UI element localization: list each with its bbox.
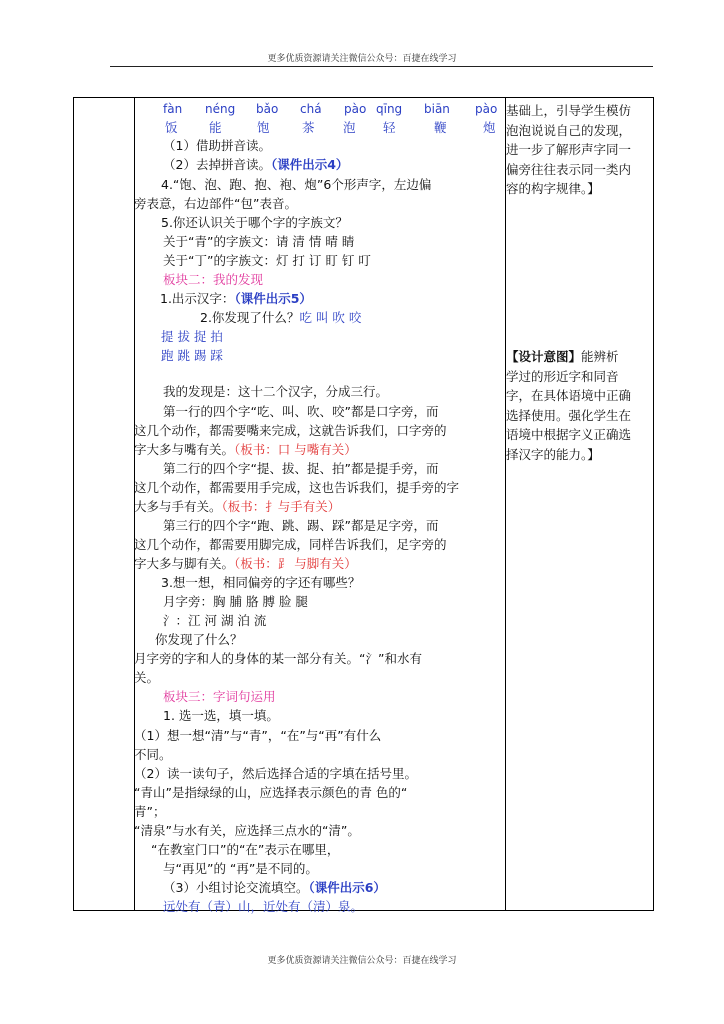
line-22	[134, 555, 357, 573]
intent-2-line-1-text: 能辨析	[581, 349, 619, 364]
pinyin-8: pào	[475, 102, 498, 116]
hanzi-4: 茶	[302, 120, 315, 135]
line-18: 这几个动作，都需要用手完成，这也告诉我们，提手旁的字	[134, 480, 460, 495]
hanzi-2: 能	[209, 120, 222, 135]
line-23: 3.想一想，相同偏旁的字还有哪些？	[161, 575, 361, 590]
courseware-note-4: （课件出示4）	[270, 157, 349, 172]
design-intent-label: 【设计意图】	[506, 349, 582, 364]
line-10-text: 2.你发现了什么？	[200, 310, 300, 325]
pinyin-6: qīng	[376, 102, 403, 116]
line-22-text: 字大多与脚有关。	[134, 556, 235, 571]
intent-1-line-3: 进一步了解形声字同一	[506, 142, 632, 157]
intent-1-line-1: 基础上，引导学生模仿	[506, 103, 632, 118]
intent-1-line-4: 偏旁往往表示同一类内	[506, 161, 632, 177]
pinyin-7: biān	[424, 102, 450, 116]
header-divider	[110, 66, 653, 67]
char-row-mouth: 吃 叫 吹 咬	[299, 310, 362, 325]
line-2	[163, 156, 348, 174]
line-25: 氵：江 河 湖 泊 流	[163, 613, 267, 628]
line-15: 这几个动作，都需要嘴来完成，这就告诉我们，口字旁的	[134, 423, 447, 438]
intent-2-line-2: 学过的形近字和同音	[506, 368, 619, 384]
line-20: 第三行的四个字“跑、跳、踢、踩”都是足字旁，而	[163, 518, 439, 533]
line-39	[163, 879, 386, 897]
line-28: 关。	[134, 670, 160, 685]
hanzi-7: 鞭	[434, 120, 447, 135]
line-36: “清泉”与水有关，应选择三点水的“清”。	[134, 823, 360, 838]
section-heading-2: 板块二：我的发现	[163, 272, 264, 287]
line-35: 青”；	[134, 804, 166, 819]
line-3: 4.“饱、泡、跑、抱、袍、炮”6个形声字，左边偏	[161, 177, 432, 192]
line-13: 我的发现是：这十二个汉字，分成三行。	[163, 384, 389, 399]
intent-2-line-3: 字，在具体语境中正确	[506, 388, 632, 403]
line-9	[160, 290, 312, 308]
intent-2-line-5: 语境中根据字义正确选	[506, 427, 632, 442]
page-footer: 更多优质资源请关注微信公众号：百捷在线学习	[267, 956, 457, 966]
line-5: 5.你还认识关于哪个字的字族文？	[161, 215, 348, 230]
line-9-text: 1.出示汉字：	[160, 291, 235, 306]
line-4: 旁表意，右边部件“包”表音。	[134, 196, 297, 211]
line-34: “青山”是指绿绿的山，应选择表示颜色的青 色的“	[134, 785, 408, 800]
hanzi-6: 轻	[383, 120, 396, 135]
line-19-text: 大多与手有关。	[134, 499, 222, 514]
column-divider-2	[505, 98, 506, 910]
pinyin-2: néng	[205, 102, 236, 116]
pinyin-1: fàn	[163, 102, 183, 116]
hanzi-8: 炮	[483, 120, 496, 135]
intent-1-line-5: 容的构字规律。】	[506, 181, 600, 196]
hanzi-1: 饭	[165, 120, 178, 135]
intent-2-line-6: 择汉字的能力。】	[506, 446, 600, 462]
hanzi-3: 饱	[257, 120, 270, 135]
line-39-text: （3）小组讨论交流填空。	[163, 880, 309, 895]
pinyin-5: pào	[344, 102, 367, 116]
intent-2-line-4: 选择使用。强化学生在	[506, 407, 632, 423]
board-note-hand: （板书：扌与手有关）	[221, 499, 341, 514]
line-31: （1）想一想“清”与“青”，“在”与“再”有什么	[134, 728, 382, 743]
line-10	[200, 309, 361, 327]
fill-answer-line: 远处有（青）山，近处有（清）泉。	[163, 899, 364, 914]
page-header: 更多优质资源请关注微信公众号：百捷在线学习	[267, 54, 457, 64]
line-21: 这几个动作，都需要用脚完成，同样告诉我们，足字旁的	[134, 537, 447, 552]
line-26: 你发现了什么？	[155, 632, 243, 647]
line-33: （2）读一读句子，然后选择合适的字填在括号里。	[134, 766, 417, 781]
line-32: 不同。	[134, 747, 172, 762]
pinyin-4: chá	[300, 102, 322, 116]
line-30: 1. 选一选，填一填。	[163, 708, 279, 723]
courseware-note-6: （课件出示6）	[308, 880, 386, 895]
line-37: “在教室门口”的“在”表示在哪里，	[151, 842, 340, 857]
char-row-foot: 跑 跳 踢 踩	[161, 348, 223, 363]
char-row-hand: 提 拔 捉 拍	[161, 329, 223, 344]
line-38: 与“再见”的 “再”是不同的。	[163, 861, 318, 876]
line-14: 第一行的四个字“吃、叫、吹、咬”都是口字旁，而	[163, 404, 439, 419]
courseware-note-5: （课件出示5）	[234, 291, 312, 306]
line-27: 月字旁的字和人的身体的某一部分有关。“氵”和水有	[134, 651, 422, 666]
line-19	[134, 498, 340, 516]
line-6: 关于“青”的字族文：请 清 情 晴 睛	[163, 234, 355, 249]
line-1: （1）借助拼音读。	[163, 138, 271, 153]
board-note-foot: （板书：⻊ 与脚有关）	[234, 556, 357, 571]
intent-1-line-2: 泡泡说说自己的发现，	[506, 122, 632, 138]
line-2-text: （2）去掉拼音读。	[163, 157, 271, 172]
hanzi-5: 泡	[343, 120, 356, 135]
line-16-text: 字大多与嘴有关。	[134, 442, 235, 457]
line-24: 月字旁：胸 脯 胳 膊 脸 腿	[163, 594, 308, 609]
line-7: 关于“丁”的字族文：灯 打 订 盯 钉 叮	[163, 253, 371, 268]
board-note-mouth: （板书：口 与嘴有关）	[234, 442, 357, 457]
section-heading-3: 板块三：字词句运用	[163, 689, 276, 704]
pinyin-3: bǎo	[256, 102, 279, 116]
line-16	[134, 441, 357, 459]
line-17: 第二行的四个字“提、拔、捉、拍”都是提手旁，而	[163, 461, 439, 476]
intent-2-line-1	[506, 347, 619, 367]
